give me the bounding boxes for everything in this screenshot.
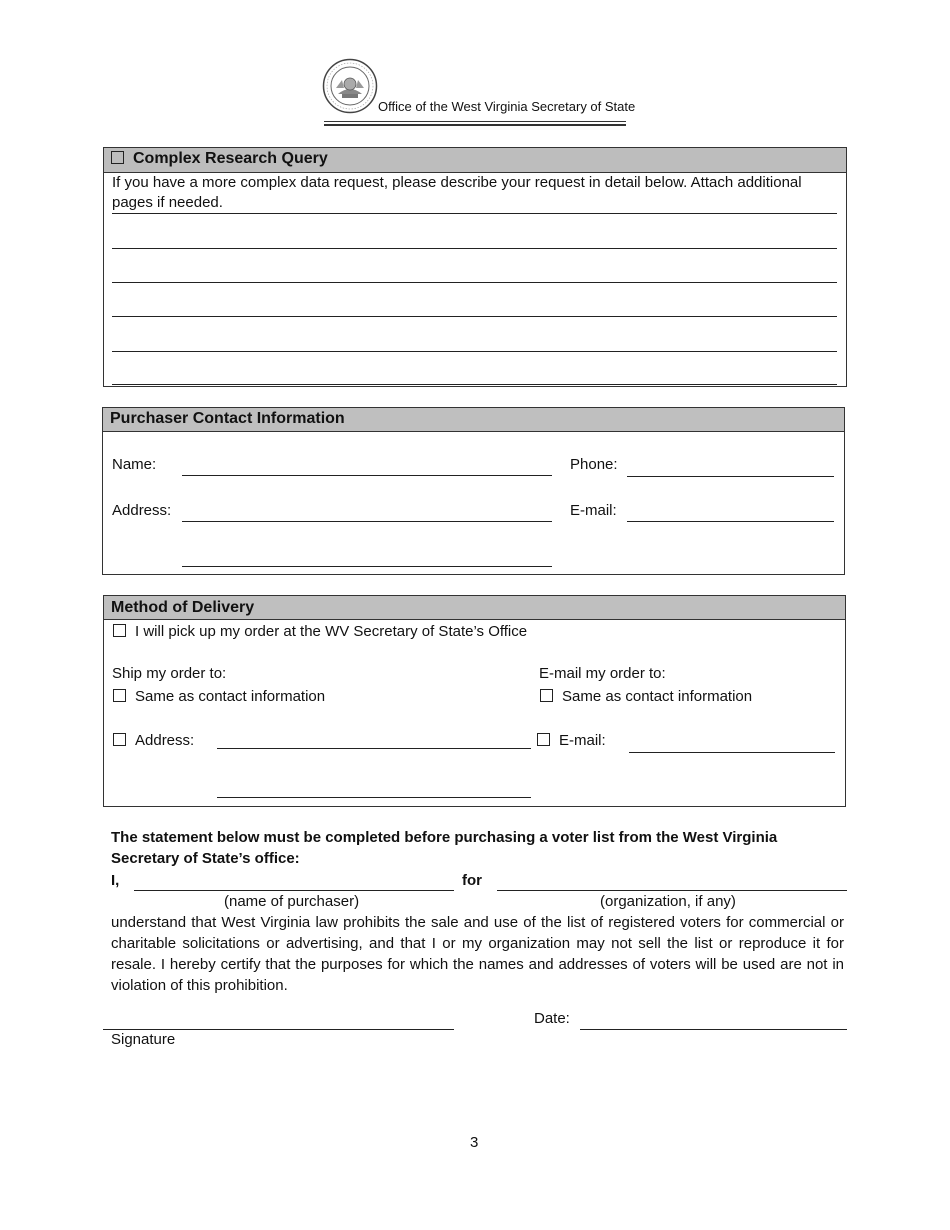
purchaser-name-field[interactable] (134, 890, 454, 891)
query-line-6[interactable] (112, 384, 837, 385)
address-field-1[interactable] (182, 521, 552, 522)
ship-address-label: Address: (135, 732, 195, 749)
email-delivery-field[interactable] (629, 752, 835, 753)
contact-section (102, 407, 845, 575)
date-label: Date: (534, 1010, 570, 1027)
contact-header (103, 408, 844, 432)
email-delivery-checkbox[interactable] (537, 733, 550, 746)
email-label: E-mail: (570, 502, 617, 519)
phone-field[interactable] (627, 476, 834, 477)
pickup-checkbox[interactable] (113, 624, 126, 637)
query-line-5[interactable] (112, 351, 837, 352)
complex-query-checkbox[interactable] (111, 151, 124, 164)
for-label: for (462, 872, 482, 889)
statement-heading-1: The statement below must be completed before purchasing a voter list from the West Virginia (111, 829, 778, 846)
ship-same-option (113, 688, 325, 705)
ship-address-field-2[interactable] (217, 797, 531, 798)
delivery-header (104, 596, 845, 620)
statement-body: understand that West Virginia law prohibits the sale and use of the list of registered voters for commercial or charitable solicitations or advertising, and that I or my organization may not sell the list or reproduce it for resale. I hereby certify that the purposes for which the names and addresses of voters will be used are not in violation of this prohibition. (111, 914, 844, 994)
contact-title: Purchaser Contact Information (110, 410, 345, 427)
query-line-2[interactable] (112, 248, 837, 249)
complex-query-header (104, 148, 846, 173)
header-rule-top (324, 121, 626, 122)
header-rule-bottom (324, 124, 626, 126)
delivery-section (103, 595, 846, 807)
delivery-title: Method of Delivery (111, 599, 255, 616)
email-delivery-label: E-mail: (559, 732, 606, 749)
ship-address-option (113, 732, 194, 749)
signature-label: Signature (111, 1031, 176, 1048)
complex-query-title: Complex Research Query (133, 150, 328, 167)
ship-address-field-1[interactable] (217, 748, 531, 749)
email-field[interactable] (627, 521, 834, 522)
seal-logo (322, 58, 378, 114)
purchaser-caption: (name of purchaser) (224, 893, 360, 910)
organization-field[interactable] (497, 890, 847, 891)
organization-caption: (organization, if any) (600, 893, 736, 910)
phone-label: Phone: (570, 456, 618, 473)
email-same-option (540, 688, 752, 705)
pickup-label: I will pick up my order at the WV Secretary of State’s Office (135, 623, 528, 640)
query-line-1[interactable] (112, 213, 837, 214)
ship-same-checkbox[interactable] (113, 689, 126, 702)
page-number: 3 (470, 1134, 479, 1151)
signature-field[interactable] (103, 1029, 454, 1030)
i-label: I, (111, 872, 120, 889)
query-line-4[interactable] (112, 316, 837, 317)
name-field[interactable] (182, 475, 552, 476)
email-same-checkbox[interactable] (540, 689, 553, 702)
statement-heading-2: Secretary of State’s office: (111, 850, 300, 867)
query-line-3[interactable] (112, 282, 837, 283)
email-delivery-option (537, 732, 606, 749)
complex-query-description: If you have a more complex data request, please describe your request in detail below. Attach additional pages if needed. (112, 174, 802, 211)
date-field[interactable] (580, 1029, 847, 1030)
address-label: Address: (112, 502, 172, 519)
office-name: Office of the West Virginia Secretary of State (378, 99, 636, 114)
name-label: Name: (112, 456, 157, 473)
address-field-2[interactable] (182, 566, 552, 567)
email-heading: E-mail my order to: (539, 665, 666, 682)
ship-address-checkbox[interactable] (113, 733, 126, 746)
email-same-label: Same as contact information (562, 688, 753, 705)
complex-query-section (103, 147, 847, 387)
ship-heading: Ship my order to: (112, 665, 227, 682)
ship-same-label: Same as contact information (135, 688, 326, 705)
pickup-option (113, 623, 527, 640)
